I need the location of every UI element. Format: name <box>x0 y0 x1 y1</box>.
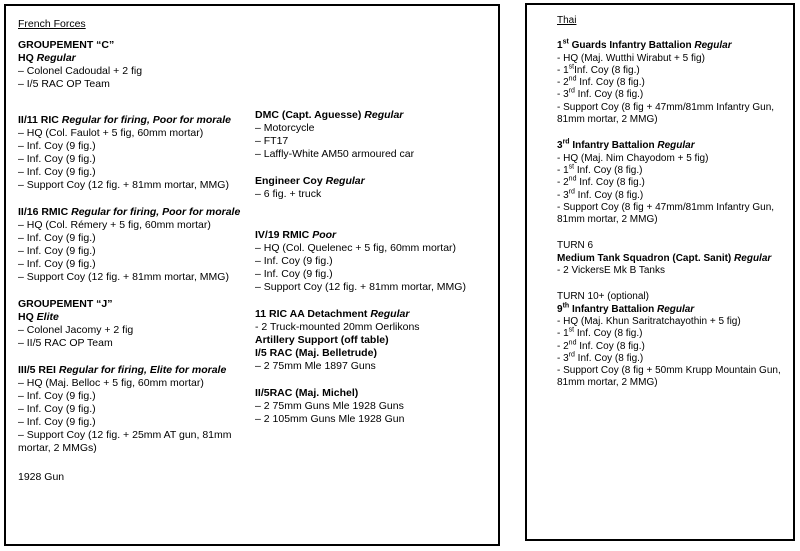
bn3-coy-post: Inf. Coy (8 fig.) <box>574 189 644 201</box>
thai-bn1 <box>557 40 793 126</box>
bn3-ord: 3 <box>557 140 563 152</box>
turn10-label: TURN 10+ (optional) <box>557 291 649 303</box>
thai-forces-panel <box>525 3 795 541</box>
bn3-quality: Regular <box>657 140 695 152</box>
unit-aa-and-artillery <box>255 308 495 373</box>
french-title-block <box>18 18 258 31</box>
iv19-heading <box>255 229 495 242</box>
bn3-coy-sup: nd <box>568 175 577 183</box>
groupement-j-hq-label: HQ <box>18 311 34 323</box>
groupement-c-name: GROUPEMENT “C” <box>18 39 115 51</box>
dmc-heading <box>255 109 495 122</box>
bn3-hq: - HQ (Maj. Nim Chayodom + 5 fig) <box>557 152 709 164</box>
bn1-coy <box>557 77 793 89</box>
bn3-heading <box>557 140 793 152</box>
iii5-line: – Support Coy (12 fig. + 25mm AT gun, 81mm mortar, 2 MMGs) <box>18 429 232 454</box>
bn3-coy <box>557 165 793 177</box>
engineer-heading <box>255 175 495 188</box>
rac2-name: II/5RAC (Maj. Michel) <box>255 387 359 399</box>
french-column-right <box>255 109 495 436</box>
dmc-line: – Laffly-White AM50 armoured car <box>255 148 415 160</box>
bn1-coy-pre: - 3 <box>557 89 569 101</box>
ii11-name: II/11 RIC <box>18 114 59 126</box>
ii16-line: – Inf. Coy (9 fig.) <box>18 258 96 270</box>
bn3-coy-pre: - 1 <box>557 164 569 176</box>
bn1-coy-sup: rd <box>568 88 575 96</box>
turn10-coy <box>557 353 793 365</box>
thai-turn6 <box>557 240 793 277</box>
turn10-ord: 9 <box>557 303 563 315</box>
ii16-quality: Regular for firing, Poor for morale <box>71 206 241 218</box>
groupement-c-hq <box>18 52 258 65</box>
bn1-coy-pre: - 1 <box>557 64 569 76</box>
turn10-coy-post: Inf. Coy (8 fig.) <box>574 328 643 340</box>
french-column-left <box>18 18 258 494</box>
aa-quality: Regular <box>370 308 410 320</box>
turn10-heading <box>557 304 793 316</box>
ii11-line: – Inf. Coy (9 fig.) <box>18 166 96 178</box>
thai-turn10 <box>557 291 793 389</box>
turn10-coy-post: Inf. Coy (8 fig.) <box>576 340 645 352</box>
engineer-line: – 6 fig. + truck <box>255 188 322 200</box>
bn1-coy <box>557 89 793 101</box>
groupement-j-line: – II/5 RAC OP Team <box>18 337 113 349</box>
groupement-j-hq <box>18 311 258 324</box>
bn1-support: - Support Coy (8 fig + 47mm/81mm Infantry Gun, 81mm mortar, 2 MMG) <box>557 101 775 126</box>
groupement-c-line: – Colonel Cadoudal + 2 fig <box>18 65 143 77</box>
iii5-line: – Inf. Coy (9 fig.) <box>18 416 96 428</box>
bn1-coy-post: Inf. Coy (8 fig.) <box>576 77 645 89</box>
thai-title: Thai <box>557 15 577 26</box>
ii16-line: – Inf. Coy (9 fig.) <box>18 245 96 257</box>
rac1-line: – 2 75mm Mle 1897 Guns <box>255 360 376 372</box>
iii5-quality: Regular for firing, Elite for morale <box>58 364 227 376</box>
bn3-coy-post: Inf. Coy (8 fig.) <box>576 177 645 189</box>
turn10-quality: Regular <box>656 303 695 315</box>
aa-heading <box>255 308 495 321</box>
turn10-coy-sup: nd <box>568 339 577 347</box>
artillery-heading: Artillery Support (off table) <box>255 334 389 346</box>
thai-bn3 <box>557 140 793 226</box>
turn10-coy-sup: rd <box>568 351 575 359</box>
bn1-coy-sup: st <box>568 63 575 71</box>
unit-engineer-coy <box>255 175 495 201</box>
bn1-coy-post: Inf. Coy (8 fig.) <box>574 64 640 76</box>
iv19-line: – Inf. Coy (9 fig.) <box>255 255 333 267</box>
bn1-ord-sup: st <box>562 38 569 46</box>
groupement-c-hq-quality: Regular <box>36 52 76 64</box>
unit-ii5-rac <box>255 387 495 426</box>
dmc-line: – Motorcycle <box>255 122 315 134</box>
iv19-quality: Poor <box>312 229 337 241</box>
ii16-line: – Inf. Coy (9 fig.) <box>18 232 96 244</box>
turn6-name: Medium Tank Squadron (Capt. Sanit) <box>557 252 732 264</box>
iv19-line: – Support Coy (12 fig. + 81mm mortar, MMG) <box>255 281 466 293</box>
ii11-line: – Support Coy (12 fig. + 81mm mortar, MMG) <box>18 179 229 191</box>
rac1-name: I/5 RAC (Maj. Belletrude) <box>255 347 377 359</box>
ii11-line: – Inf. Coy (9 fig.) <box>18 140 96 152</box>
turn10-name: Infantry Battalion <box>569 303 655 315</box>
turn10-hq: - HQ (Maj. Khun Saritratchayothin + 5 fig) <box>557 315 741 327</box>
groupement-c-line: – I/5 RAC OP Team <box>18 78 110 90</box>
unit-ii11-ric <box>18 114 258 192</box>
bn3-coy-post: Inf. Coy (8 fig.) <box>574 164 643 176</box>
bn1-name: Guards Infantry Battalion <box>568 40 692 52</box>
turn10-coy <box>557 328 793 340</box>
ii11-line: – HQ (Col. Faulot + 5 fig, 60mm mortar) <box>18 127 204 139</box>
groupement-j-name: GROUPEMENT “J” <box>18 298 113 310</box>
french-forces-panel <box>4 4 500 546</box>
bn1-coy-post: Inf. Coy (8 fig.) <box>574 89 644 101</box>
turn10-coy-pre: - 1 <box>557 328 569 340</box>
bn1-quality: Regular <box>694 40 732 52</box>
bn1-coy <box>557 65 793 77</box>
ii11-line: – Inf. Coy (9 fig.) <box>18 153 96 165</box>
thai-title-block <box>557 15 793 27</box>
bn1-ord: 1 <box>557 40 563 52</box>
turn10-support: - Support Coy (8 fig + 50mm Krupp Mountain Gun, 81mm mortar, 2 MMG) <box>557 365 781 389</box>
unit-ii16-rmic <box>18 206 258 284</box>
turn10-coy-post: Inf. Coy (8 fig.) <box>574 352 644 364</box>
french-footer: 1928 Gun <box>18 471 65 483</box>
ii16-name: II/16 RMIC <box>18 206 69 218</box>
turn6-heading <box>557 253 793 265</box>
iv19-name: IV/19 RMIC <box>255 229 310 241</box>
groupement-c <box>18 39 258 91</box>
iv19-line: – HQ (Col. Quelenec + 5 fig, 60mm mortar) <box>255 242 457 254</box>
engineer-name: Engineer Coy <box>255 175 323 187</box>
turn10-ord-sup: th <box>562 302 570 310</box>
dmc-name: DMC (Capt. Aguesse) <box>255 109 362 121</box>
dmc-quality: Regular <box>364 109 404 121</box>
turn10-coy-sup: st <box>568 326 575 334</box>
bn3-coy <box>557 177 793 189</box>
groupement-j <box>18 298 258 350</box>
rac2-line: – 2 105mm Guns Mle 1928 Gun <box>255 413 405 425</box>
ii11-heading <box>18 114 258 127</box>
iii5-heading <box>18 364 258 377</box>
french-footer-block <box>18 471 258 484</box>
ii16-line: – Support Coy (12 fig. + 81mm mortar, MMG) <box>18 271 229 283</box>
thai-column <box>557 15 793 400</box>
unit-dmc <box>255 109 495 161</box>
groupement-c-hq-label: HQ <box>18 52 34 64</box>
bn3-ord-sup: rd <box>562 139 570 147</box>
bn1-heading <box>557 40 793 52</box>
bn3-support: - Support Coy (8 fig + 47mm/81mm Infantry Gun, 81mm mortar, 2 MMG) <box>557 201 775 226</box>
ii16-line: – HQ (Col. Rémery + 5 fig, 60mm mortar) <box>18 219 211 231</box>
turn6-label: TURN 6 <box>557 240 594 252</box>
aa-line: - 2 Truck-mounted 20mm Oerlikons <box>255 321 420 333</box>
bn3-name: Infantry Battalion <box>569 140 655 152</box>
bn1-coy-sup: nd <box>568 75 577 83</box>
turn10-coy <box>557 341 793 353</box>
turn10-coy-pre: - 2 <box>557 340 569 352</box>
groupement-j-line: – Colonel Jacomy + 2 fig <box>18 324 134 336</box>
ii11-quality: Regular for firing, Poor for morale <box>61 114 231 126</box>
iii5-line: – HQ (Maj. Belloc + 5 fig, 60mm mortar) <box>18 377 204 389</box>
unit-iv19-rmic <box>255 229 495 294</box>
iii5-line: – Inf. Coy (9 fig.) <box>18 390 96 402</box>
bn3-coy-pre: - 3 <box>557 189 569 201</box>
iii5-line: – Inf. Coy (9 fig.) <box>18 403 96 415</box>
iii5-name: III/5 REI <box>18 364 56 376</box>
bn3-coy-pre: - 2 <box>557 177 569 189</box>
dmc-line: – FT17 <box>255 135 289 147</box>
bn1-hq: - HQ (Maj. Wutthi Wirabut + 5 fig) <box>557 52 705 64</box>
french-title: French Forces <box>18 18 86 30</box>
bn3-coy-sup: st <box>568 163 575 171</box>
aa-name: 11 RIC AA Detachment <box>255 308 368 320</box>
iv19-line: – Inf. Coy (9 fig.) <box>255 268 333 280</box>
turn6-quality: Regular <box>734 252 772 264</box>
groupement-j-hq-quality: Elite <box>36 311 59 323</box>
turn6-line: - 2 VickersE Mk B Tanks <box>557 265 665 277</box>
ii16-heading <box>18 206 258 219</box>
engineer-quality: Regular <box>325 175 365 187</box>
turn10-coy-pre: - 3 <box>557 352 569 364</box>
bn3-coy-sup: rd <box>568 188 575 196</box>
bn1-coy-pre: - 2 <box>557 77 569 89</box>
rac2-line: – 2 75mm Guns Mle 1928 Guns <box>255 400 404 412</box>
bn3-coy <box>557 190 793 202</box>
unit-iii5-rei <box>18 364 258 455</box>
